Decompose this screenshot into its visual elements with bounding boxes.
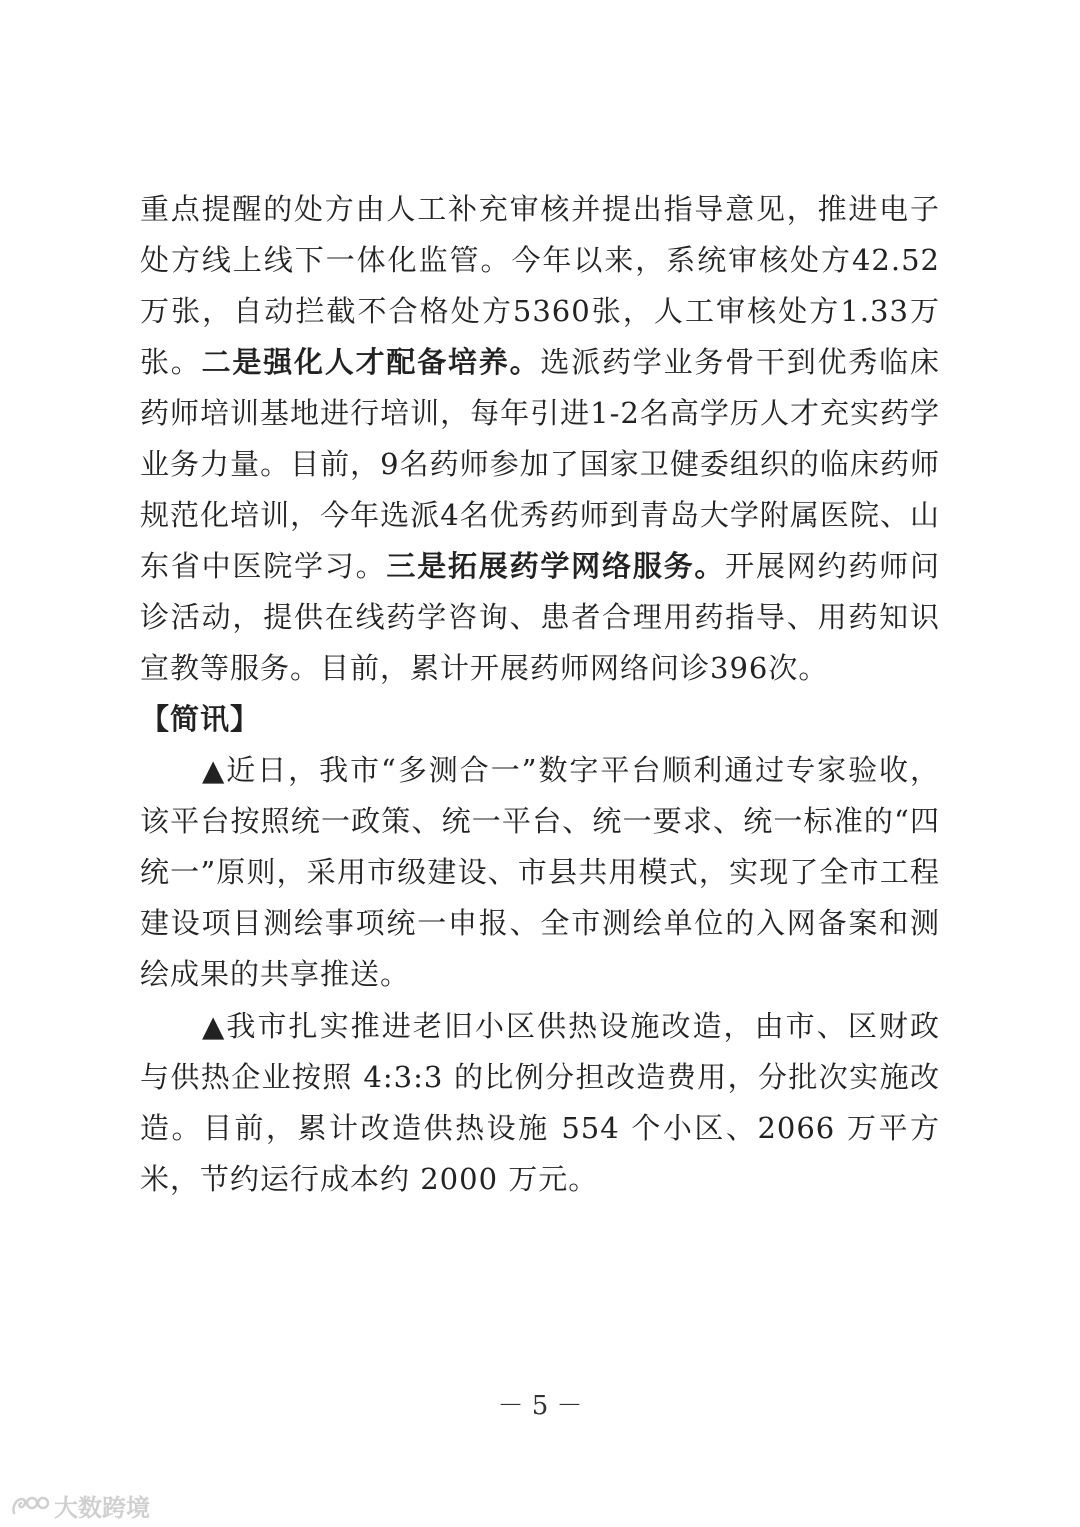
watermark (10, 1488, 150, 1523)
page-body (140, 184, 940, 1205)
paragraph-text: 开展网约药师问诊活动，提供在线药学咨询、患者合理用药指导、用药知识宣教等服务。目前，累计开展药师网络问诊396次。 (140, 549, 940, 685)
logo-icon (10, 1493, 50, 1519)
paragraph-emphasis: 二是强化人才配备培养。 (201, 345, 541, 379)
brief-item: ▲我市扎实推进老旧小区供热设施改造，由市、区财政与供热企业按照 4:3:3 的比例分担改造费用，分批次实施改造。目前，累计改造供热设施 554 个小区、2066 万平方米，节约运行成本约 2000 万元。 (140, 1009, 940, 1196)
page-number: － 5 － (497, 1391, 583, 1421)
brief-item: ▲近日，我市“多测合一”数字平台顺利通过专家验收，该平台按照统一政策、统一平台、统一要求、统一标准的“四统一”原则，采用市级建设、市县共用模式，实现了全市工程建设项目测绘事项统一申报、全市测绘单位的入网备案和测绘成果的共享推送。 (140, 753, 940, 991)
section-heading: 【简讯】 (140, 702, 261, 736)
paragraph-text: 重点提醒的处方由人工补充审核并提出指导意见，推进电子处方线上线下一体化监管。今年以来，系统审核处方42.52万张，自动拦截不合格处方5360张，人工审核处方1.33万张。 (140, 192, 940, 379)
paragraph-text: 选派药学业务骨干到优秀临床药师培训基地进行培训，每年引进1-2名高学历人才充实药学业务力量。目前，9名药师参加了国家卫健委组织的临床药师规范化培训，今年选派4名优秀药师到青岛大学附属医院、山东省中医院学习。 (140, 345, 940, 583)
body-paragraph (140, 184, 940, 694)
paragraph-emphasis: 三是拓展药学网络服务。 (386, 549, 726, 583)
watermark-text: 大数跨境 (54, 1494, 150, 1522)
